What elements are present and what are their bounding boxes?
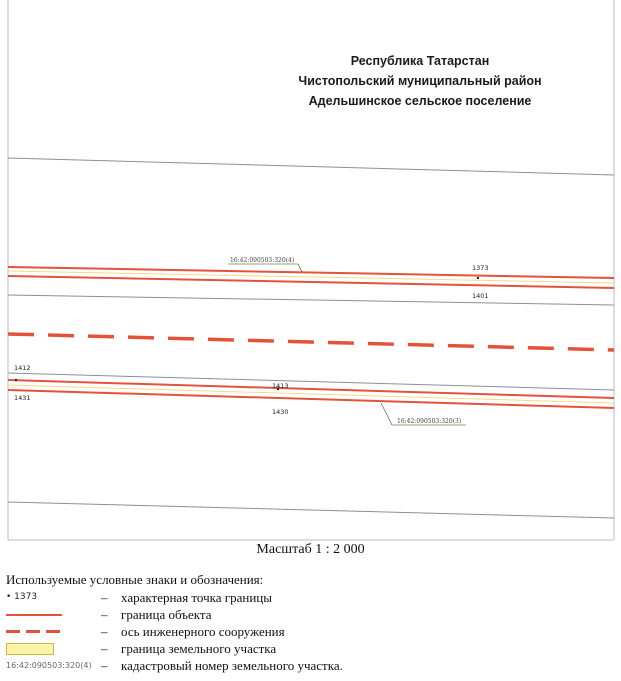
point-label-1413: 1413 [272,382,289,390]
title-republic: Республика Татарстан [350,54,490,68]
title-settlement: Адельшинское сельское поселение [308,94,532,108]
cadastral-label-upper-leader [298,264,302,272]
title-district: Чистопольский муниципальный район [298,74,542,88]
legend-title: Используемые условные знаки и обозначения: [6,572,264,587]
legend-item-engineering-axis [6,624,606,640]
point-label-1401: 1401 [472,292,489,300]
map-scale: Масштаб 1 : 2 000 [256,542,365,557]
legend-item-parcel-boundary [6,641,606,657]
legend-item-object-boundary [6,607,606,623]
object-boundary-lower-b [8,390,614,408]
legend-symbol-parcel [6,641,86,657]
legend-text: граница объекта [121,607,212,622]
legend-symbol-cadastral [6,658,92,674]
legend-item-cadastral-number [6,658,606,674]
boundary-point-1412 [15,379,17,381]
gray-boundary-line-4 [8,502,614,518]
object-boundary-upper-b [8,276,614,288]
legend-item-boundary-point [6,590,606,606]
legend-text: кадастровый номер земельного участка. [121,658,343,673]
legend-dash: – [101,658,108,673]
legend-dash: – [101,641,108,656]
engineering-axis-line [8,334,614,350]
cadastral-label-lower: 16:42:090503:320(3) [397,418,462,425]
legend-symbol-point [6,590,86,606]
legend-dash: – [101,624,108,639]
point-label-1430: 1430 [272,408,289,416]
cadastral-label-upper: 16:42:090503:320(4) [230,257,295,264]
gray-boundary-line-1 [8,158,614,175]
cadastral-label-lower-leader [381,403,392,425]
point-label-1431: 1431 [14,394,31,402]
legend-dash: – [101,607,108,622]
legend-dash: – [101,590,108,605]
legend-text: граница земельного участка [121,641,277,656]
gray-boundary-line-2 [8,295,614,305]
legend-symbol-dashed-line [6,624,86,640]
object-boundary-lower-a [8,380,614,398]
point-label-1373: 1373 [472,264,489,272]
boundary-point-1373 [477,277,479,279]
legend-text: ось инженерного сооружения [121,624,285,639]
legend-text: характерная точка границы [121,590,272,605]
point-label-1412: 1412 [14,364,31,372]
legend-symbol-solid-line [6,607,86,623]
legend-symbol-point-text: • 1373 [6,592,38,602]
legend-symbol-cadastral-text: 16:42:090503:320(4) [6,661,92,670]
